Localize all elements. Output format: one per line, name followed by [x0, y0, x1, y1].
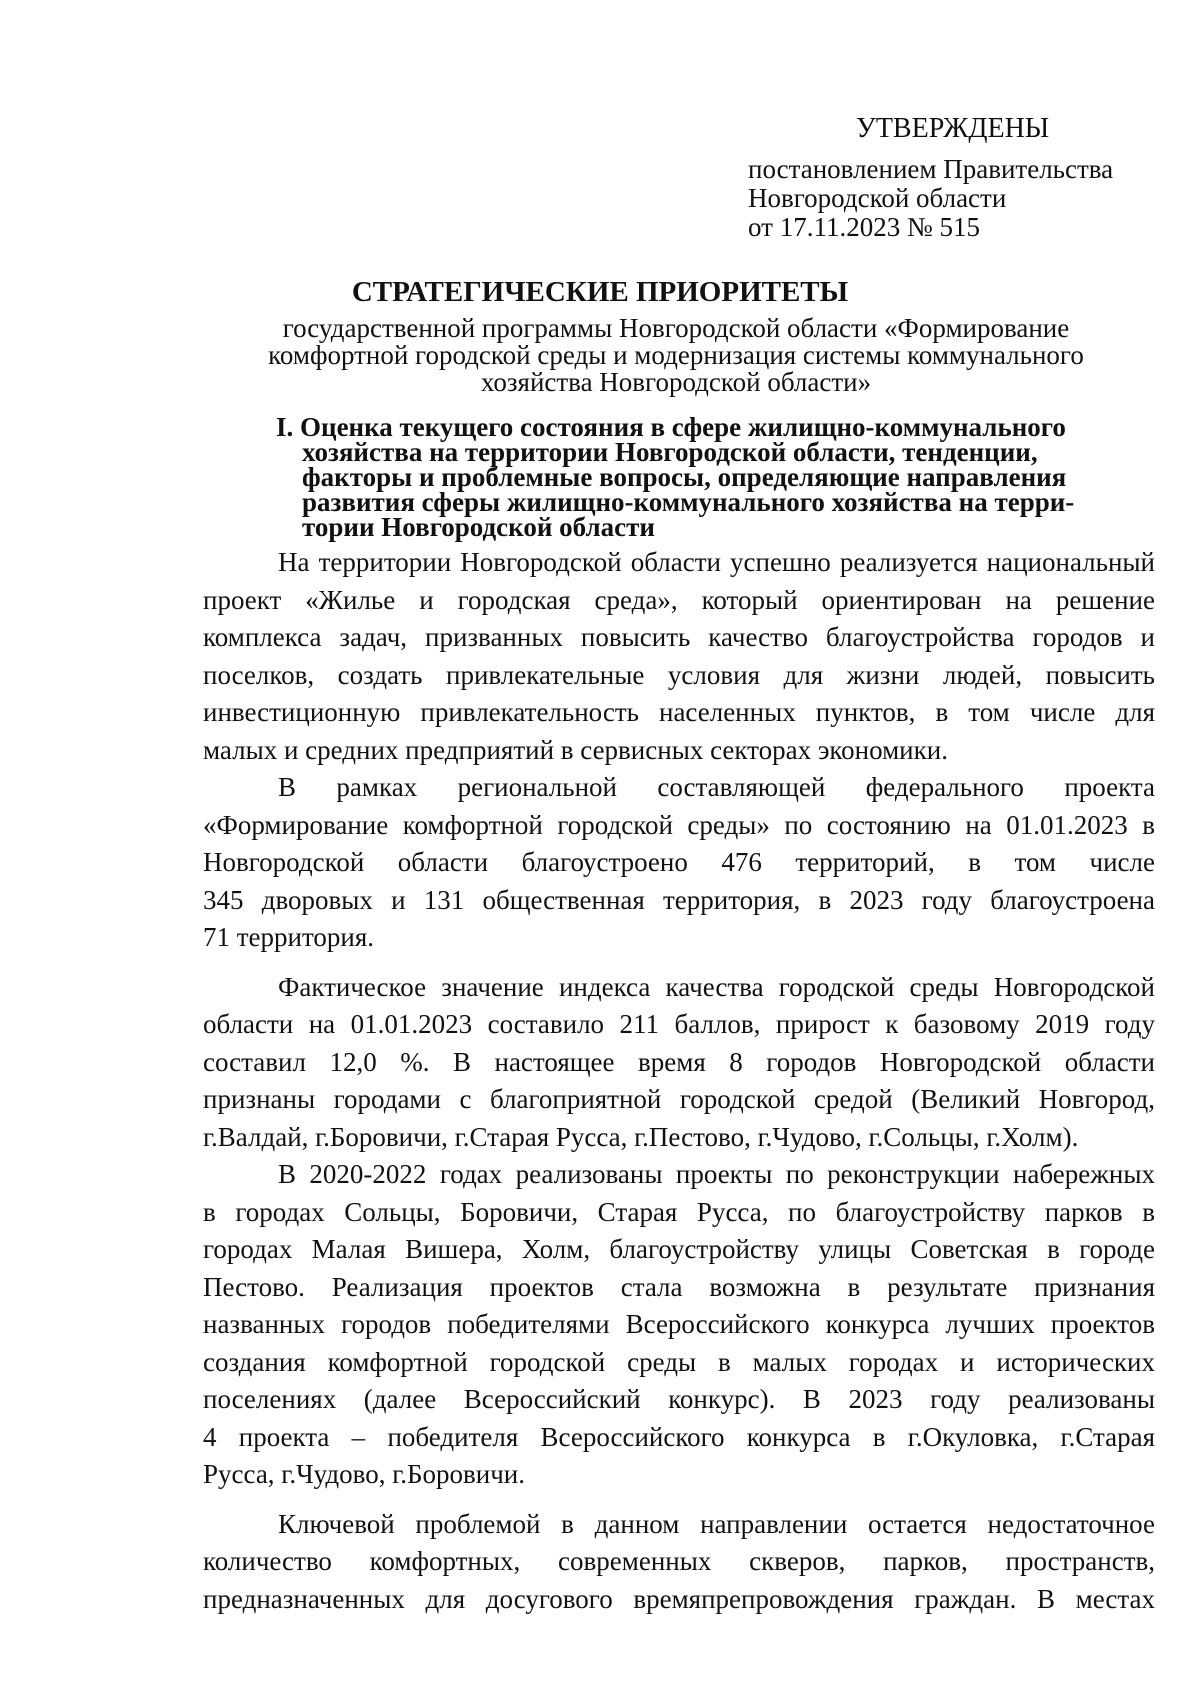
section-heading [276, 412, 1136, 542]
paragraph [203, 769, 1155, 957]
paragraph-line: 345 дворовых и 131 общественная территория, в 2023 году благоустроена [203, 884, 1155, 915]
paragraph-line: создания комфортной городской среды в малых городах и исторических [203, 1346, 1155, 1377]
paragraph-line: проект «Жилье и городская среда», который ориентирован на решение [203, 584, 1155, 615]
paragraph-line: названных городов победителями Всероссийского конкурса лучших проектов [203, 1309, 1155, 1339]
document-title: СТРАТЕГИЧЕСКИЕ ПРИОРИТЕТЫ [351, 276, 849, 308]
paragraph [203, 1506, 1155, 1619]
document-subtitle [226, 315, 1126, 396]
section-heading-line: хозяйства на территории Новгородской области, тенденции, [302, 437, 1038, 467]
document-body [203, 544, 1155, 1618]
subtitle-line: государственной программы Новгородской области «Формирование [282, 313, 1070, 343]
paragraph-line: в городах Сольцы, Боровичи, Старая Русса, по благоустройству парков в [203, 1196, 1155, 1227]
approval-line: от 17.11.2023 № 515 [748, 212, 980, 242]
paragraph-line: Ключевой проблемой в данном направлении остается недостаточное [278, 1508, 1155, 1539]
paragraph-line: количество комфортных, современных скверов, парков, пространств, [203, 1546, 1155, 1576]
paragraph-line: «Формирование комфортной городской среды» по состоянию на 01.01.2023 в [203, 809, 1155, 840]
section-heading-line: развития сферы жилищно-коммунального хозяйства на терри- [302, 487, 1075, 517]
paragraph-line: городах Малая Вишера, Холм, благоустройству улицы Советская в городе [203, 1234, 1155, 1264]
subtitle-line: хозяйства Новгородской области» [480, 367, 872, 397]
paragraph [203, 969, 1155, 1157]
approval-line: Новгородской области [748, 183, 1007, 213]
paragraph-line: 4 проекта – победителя Всероссийского конкурса в г.Окуловка, г.Старая [203, 1421, 1155, 1452]
paragraph-line: малых и средних предприятий в сервисных секторах экономики. [203, 734, 948, 765]
approval-line: постановлением Правительства [748, 154, 1114, 184]
paragraph-line: признаны городами с благоприятной городской средой (Великий Новгород, [203, 1084, 1155, 1114]
paragraph-line: области на 01.01.2023 составило 211 баллов, прирост к базовому 2019 году [203, 1009, 1155, 1039]
paragraph-line: инвестиционную привлекательность населенных пунктов, в том числе для [203, 697, 1155, 727]
approval-block [748, 114, 1168, 242]
section-heading-line: тории Новгородской области [302, 512, 655, 542]
paragraph-line: В 2020-2022 годах реализованы проекты по реконструкции набережных [278, 1159, 1155, 1189]
approval-heading: УТВЕРЖДЕНЫ [856, 113, 1050, 144]
paragraph-line: составил 12,0 %. В настоящее время 8 городов Новгородской области [203, 1046, 1155, 1077]
paragraph-line: Пестово. Реализация проектов стала возможна в результате признания [203, 1271, 1155, 1302]
paragraph-line: предназначенных для досугового времяпрепровождения граждан. В местах [203, 1583, 1155, 1614]
paragraph-line: На территории Новгородской области успешно реализуется национальный [278, 547, 1155, 577]
paragraph-line: Новгородской области благоустроено 476 территорий, в том числе [203, 847, 1155, 877]
paragraph [203, 544, 1155, 769]
paragraph-line: В рамках региональной составляющей федерального проекта [278, 772, 1155, 802]
paragraph-line: 71 территория. [203, 922, 375, 952]
section-heading-line: I. Оценка текущего состояния в сфере жилищно-коммунального [276, 412, 1066, 442]
section-heading-line: факторы и проблемные вопросы, определяющие направления [302, 462, 1067, 492]
paragraph-line: Фактическое значение индекса качества городской среды Новгородской [278, 971, 1155, 1002]
paragraph [203, 1156, 1155, 1494]
subtitle-line: комфортной городской среды и модернизация системы коммунального [268, 340, 1084, 370]
paragraph-line: г.Валдай, г.Боровичи, г.Старая Русса, г.Пестово, г.Чудово, г.Сольцы, г.Холм). [203, 1121, 1079, 1152]
paragraph-line: комплекса задач, призванных повысить качество благоустройства городов и [203, 622, 1155, 652]
paragraph-line: поселениях (далее Всероссийский конкурс). В 2023 году реализованы [203, 1384, 1155, 1414]
paragraph-line: поселков, создать привлекательные условия для жизни людей, повысить [203, 659, 1155, 690]
paragraph-line: Русса, г.Чудово, г.Боровичи. [203, 1459, 525, 1489]
